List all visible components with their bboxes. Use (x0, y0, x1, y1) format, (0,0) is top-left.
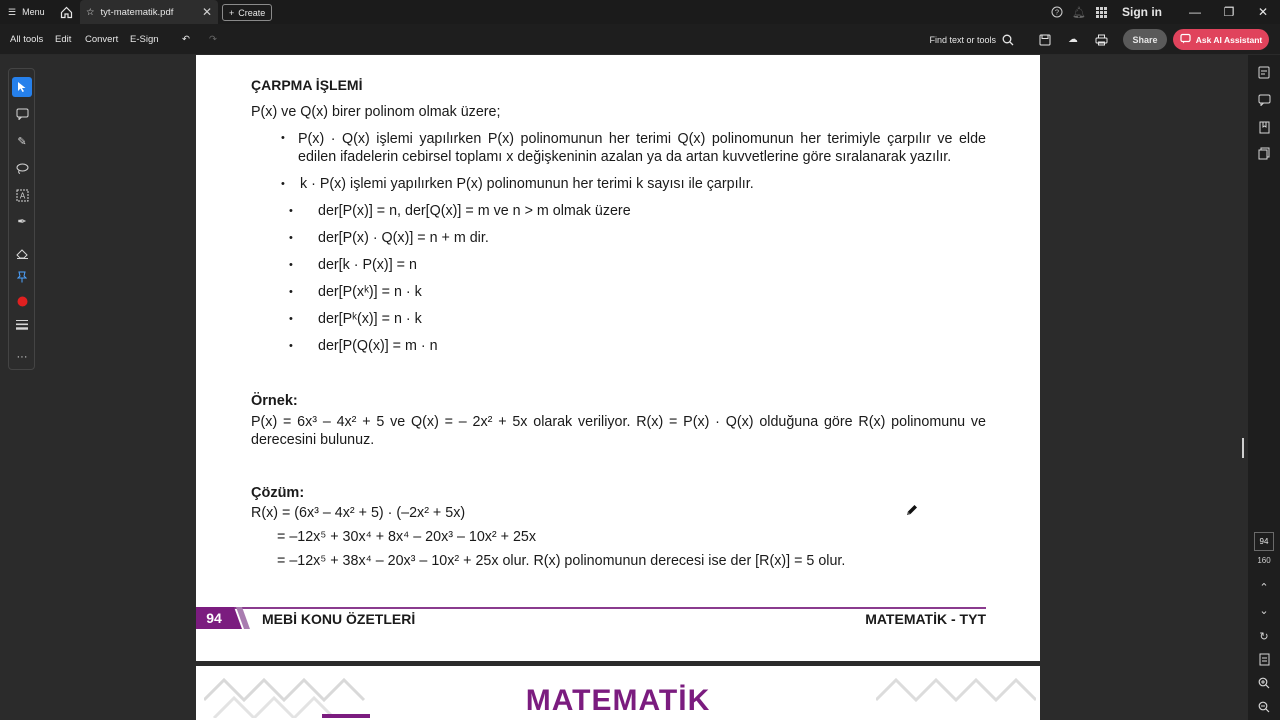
scroll-down-icon[interactable]: ⌄ (1259, 604, 1269, 617)
ai-assistant-icon (1180, 33, 1191, 46)
zoom-out-icon[interactable] (1254, 697, 1274, 717)
menu-button[interactable] (8, 0, 45, 24)
bullet-dot-icon: • (289, 205, 293, 217)
close-window-icon[interactable]: ✕ (1257, 5, 1269, 19)
example-heading: Örnek: (251, 393, 298, 409)
apps-grid-icon[interactable] (1090, 7, 1112, 18)
next-page-title: MATEMATİK (525, 684, 711, 717)
search-icon (1002, 34, 1014, 46)
convert-menu[interactable]: Convert (85, 34, 119, 45)
home-icon[interactable] (58, 0, 74, 24)
tab-title: tyt-matematik.pdf (100, 6, 174, 18)
bullet-multiplication: P(x) · Q(x) işlemi yapılırken P(x) polinomunun her terimi Q(x) polinomunun her terimiyle çarpılır ve elde edilen ifadelerin cebirsel toplamı x değişkeninin azalan ya da artan kuvvetlerine göre sıralanarak yazılır. (298, 131, 986, 165)
bullet-scalar: k · P(x) işlemi yapılırken P(x) polinomunun her terimi k sayısı ile çarpılır. (300, 176, 754, 192)
example-text: P(x) = 6x³ – 4x² + 5 ve Q(x) = – 2x² + 5x olarak veriliyor. R(x) = P(x) · Q(x) olduğuna göre R(x) polinomunu ve derecesini bulunuz. (251, 414, 986, 448)
select-cursor-icon[interactable] (12, 77, 32, 97)
find-label: Find text or tools (929, 34, 996, 45)
scroll-up-icon[interactable]: ⌃ (1259, 581, 1269, 594)
rule-item: der[k · P(x)] = n (318, 257, 417, 273)
document-tab[interactable] (80, 0, 218, 24)
notification-bell-icon[interactable]: 🔔︎ (1072, 6, 1086, 19)
line-weight-icon[interactable] (12, 315, 32, 335)
footer-subject: MATEMATİK - TYT (865, 611, 986, 627)
share-button[interactable]: Share (1123, 29, 1167, 50)
title-bar (0, 0, 1280, 24)
ai-assistant-button[interactable] (1173, 29, 1269, 50)
bookmarks-icon[interactable] (1254, 117, 1274, 137)
bullet-dot-icon: • (289, 286, 293, 298)
menu-label: Menu (22, 7, 45, 17)
rule-item: der[P(xᵏ)] = n · k (318, 284, 422, 300)
right-panel-rail (1248, 55, 1280, 720)
solution-line: = –12x⁵ + 38x⁴ – 20x³ – 10x² + 25x olur. R(x) polinomunun derecesi ise der [R(x)] = 5 olur. (277, 553, 846, 569)
undo-icon[interactable]: ↶ (182, 34, 190, 45)
titlebar-right (1046, 0, 1280, 24)
pdf-page (196, 55, 1040, 661)
rule-item: der[P(x) · Q(x)] = n + m dir. (318, 230, 489, 246)
more-tools-icon[interactable]: ··· (16, 351, 28, 363)
pages-panel-icon[interactable] (1254, 143, 1274, 163)
solution-line: = –12x⁵ + 30x⁴ + 8x⁴ – 20x³ – 10x² + 25x (277, 529, 537, 545)
minimize-icon[interactable]: — (1189, 5, 1201, 19)
footer-publisher: MEBİ KONU ÖZETLERİ (262, 611, 416, 627)
solution-line: R(x) = (6x³ – 4x² + 5) · (–2x² + 5x) (251, 505, 466, 521)
comments-panel-icon[interactable] (1254, 90, 1274, 110)
total-pages: 160 (1257, 556, 1271, 565)
current-page-input[interactable]: 94 (1254, 532, 1274, 551)
page-view-icon[interactable] (1254, 649, 1274, 669)
find-tools[interactable] (929, 24, 1014, 55)
solution-heading: Çözüm: (251, 485, 305, 501)
scrollbar-thumb[interactable] (1242, 438, 1244, 458)
help-icon[interactable] (1046, 6, 1068, 18)
pen-cursor-icon (905, 503, 919, 517)
plus-icon: + (229, 7, 235, 18)
color-picker-icon[interactable] (12, 291, 32, 311)
highlight-pen-icon[interactable]: ✎ (17, 135, 27, 148)
draw-lasso-icon[interactable] (12, 158, 32, 178)
eraser-icon[interactable] (12, 243, 32, 263)
sign-pen-icon[interactable]: ✒ (17, 215, 27, 228)
section-title: ÇARPMA İŞLEMİ (251, 77, 363, 93)
esign-menu[interactable]: E-Sign (130, 34, 159, 45)
svg-text:A: A (19, 191, 25, 200)
save-icon[interactable] (1035, 24, 1055, 55)
zoom-in-icon[interactable] (1254, 673, 1274, 693)
rule-item: der[P(Q(x)] = m · n (318, 338, 438, 354)
bullet-dot-icon: • (289, 340, 293, 352)
main-toolbar (0, 24, 1280, 55)
text-box-icon[interactable] (12, 185, 32, 205)
sign-in-button[interactable]: Sign in (1122, 5, 1162, 19)
bullet-dot-icon: • (289, 259, 293, 271)
star-icon[interactable]: ☆ (86, 6, 95, 18)
redo-icon[interactable]: ↷ (209, 34, 217, 45)
left-tool-rail (8, 68, 35, 370)
create-button[interactable] (222, 4, 272, 21)
pin-icon[interactable] (12, 267, 32, 287)
footer-rule (230, 607, 986, 609)
intro-text: P(x) ve Q(x) birer polinom olmak üzere; (251, 104, 501, 120)
bullet-dot-icon: • (289, 313, 293, 325)
add-comment-icon[interactable] (12, 104, 32, 124)
svg-text:?: ? (1054, 7, 1060, 17)
close-tab-icon[interactable]: ✕ (201, 5, 212, 19)
rotate-icon[interactable]: ↻ (1259, 630, 1269, 643)
footer-page-number: 94 (206, 610, 222, 626)
next-pdf-page (196, 666, 1040, 720)
footer-page-badge (196, 607, 250, 629)
hamburger-icon: ☰ (8, 6, 17, 17)
restore-icon[interactable]: ❐ (1223, 5, 1235, 19)
cloud-upload-icon[interactable]: ☁︎ (1068, 34, 1078, 45)
rule-item: der[Pᵏ(x)] = n · k (318, 311, 422, 327)
create-label: Create (238, 7, 266, 18)
print-icon[interactable] (1091, 24, 1111, 55)
ai-summary-icon[interactable] (1254, 62, 1274, 82)
bullet-dot-icon: • (281, 132, 285, 144)
bullet-dot-icon: • (281, 178, 285, 190)
all-tools-menu[interactable]: All tools (10, 34, 44, 45)
edit-menu[interactable]: Edit (55, 34, 72, 45)
rule-item: der[P(x)] = n, der[Q(x)] = m ve n > m olmak üzere (318, 203, 631, 219)
bullet-dot-icon: • (289, 232, 293, 244)
ai-assistant-label: Ask AI Assistant (1195, 34, 1263, 45)
